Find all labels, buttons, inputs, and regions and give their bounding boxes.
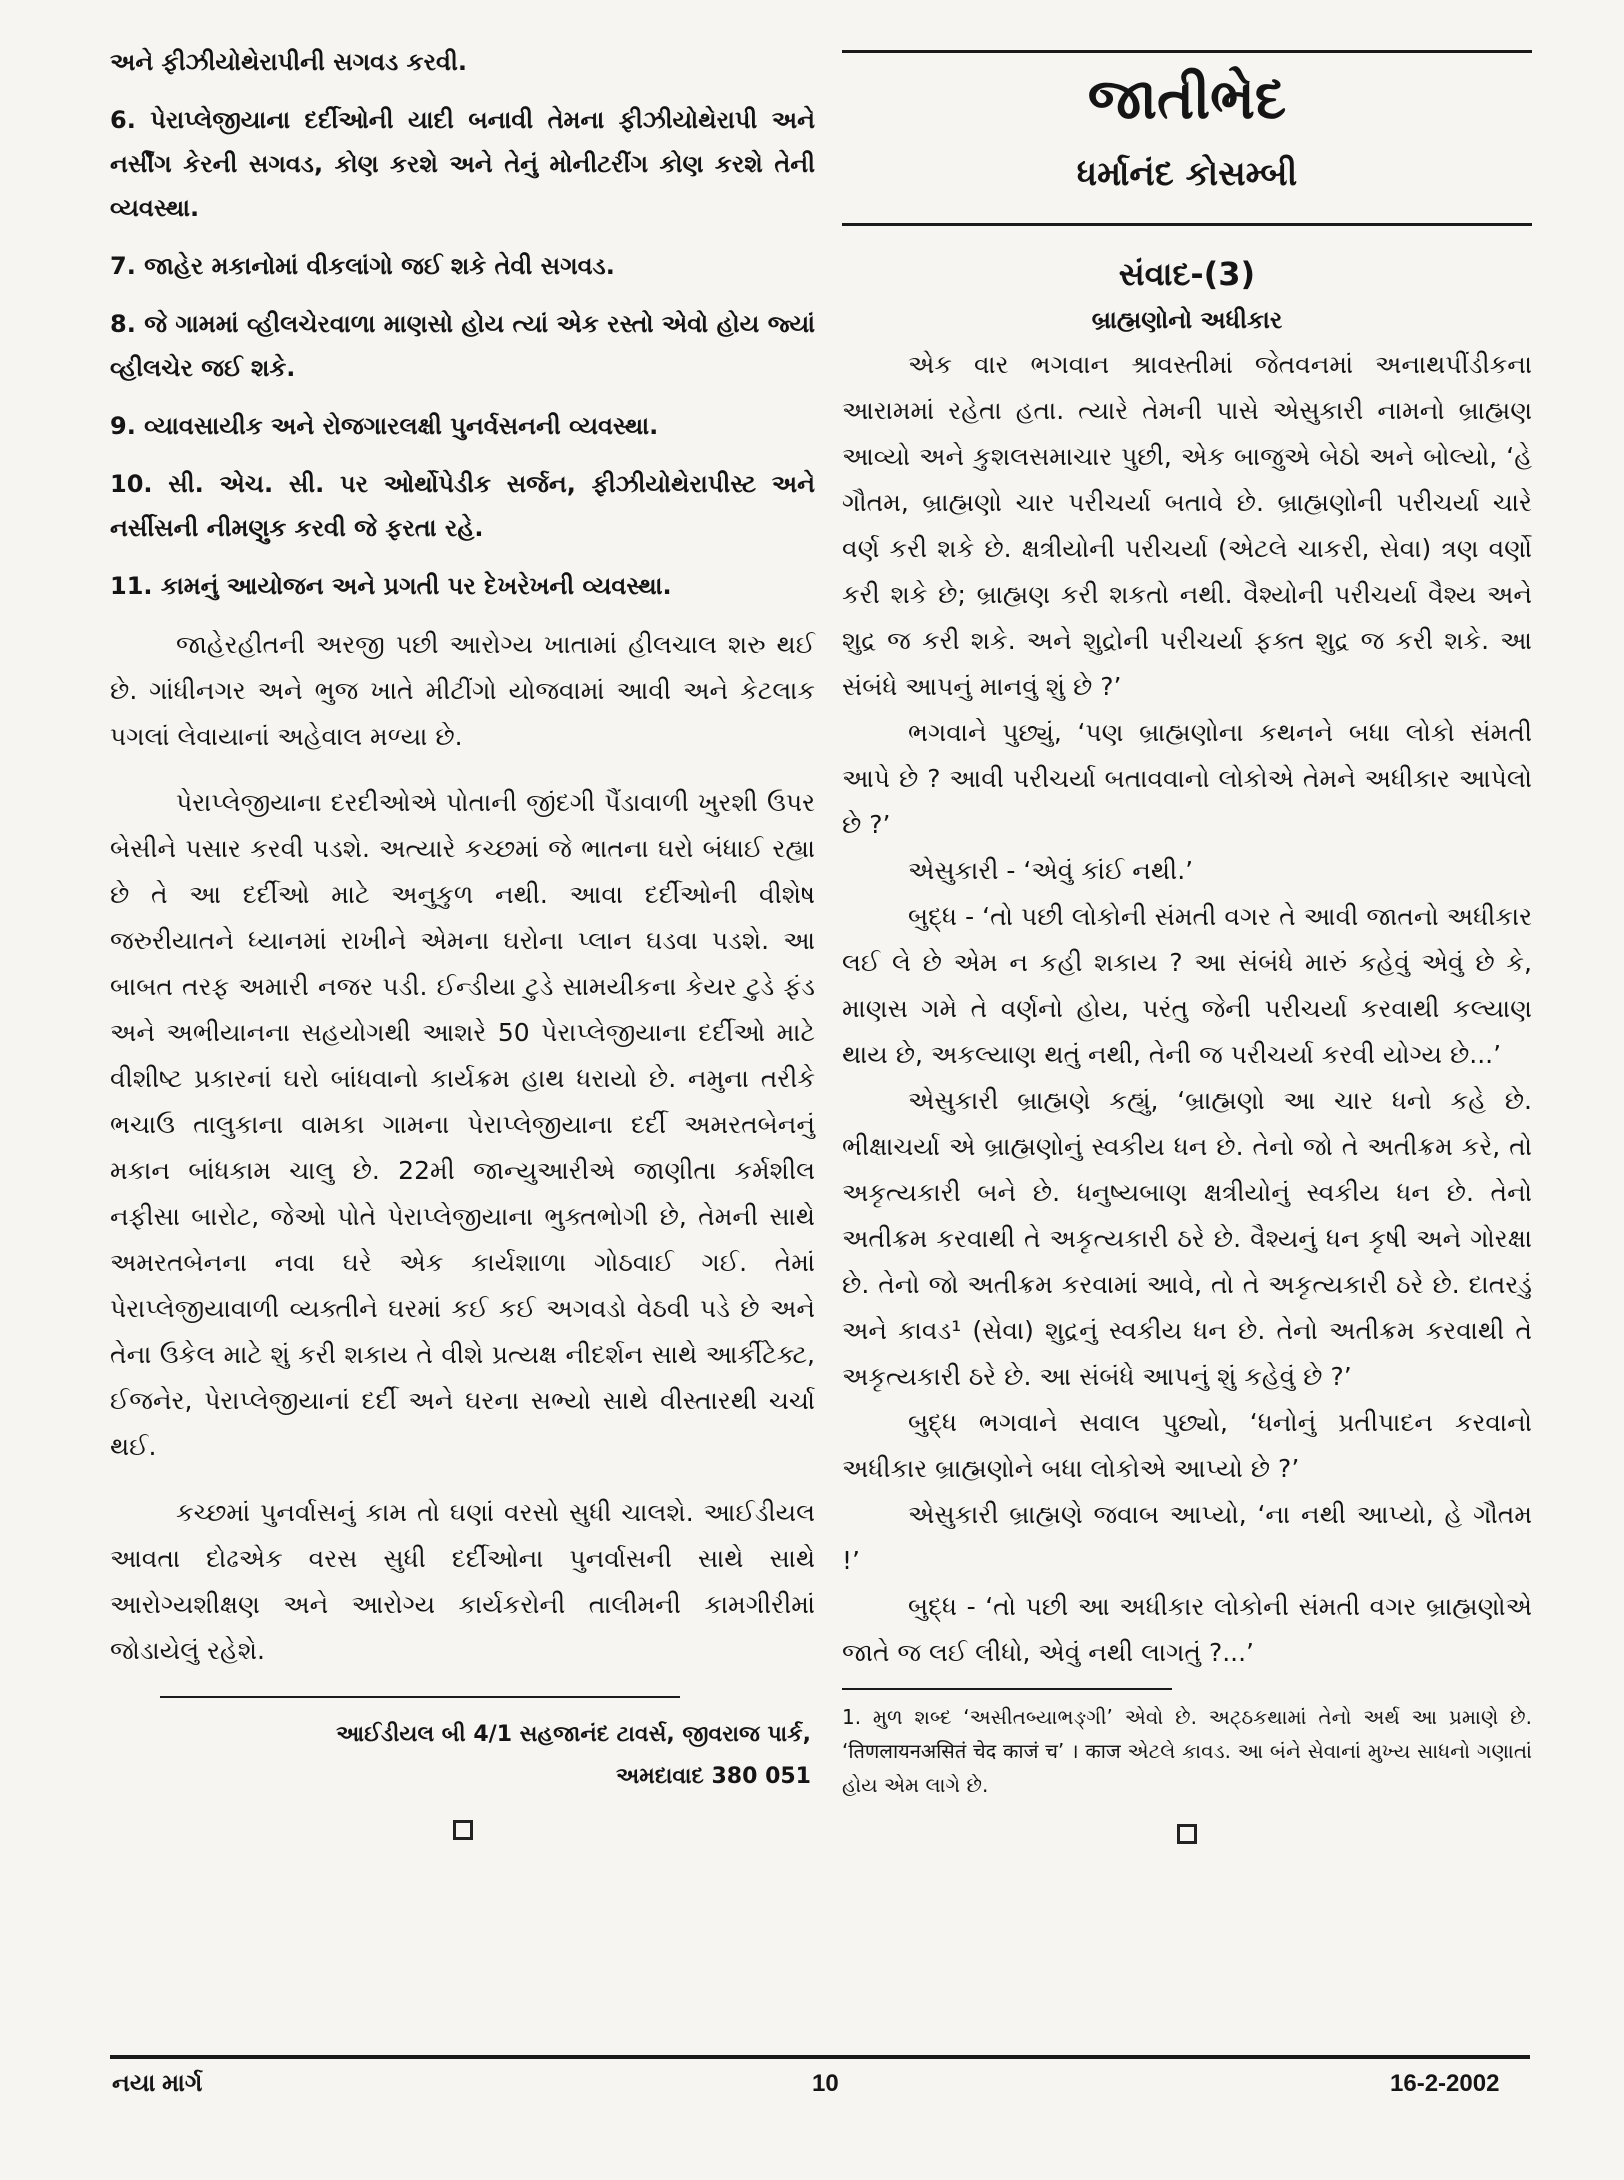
list-item: અને ફીઝીયોથેરાપીની સગવડ કરવી.	[110, 48, 467, 76]
list-item: 6. પેરાપ્લેજીયાના દર્દીઓની યાદી બનાવી તેમના ફીઝીયોથેરાપી અને નર્સીંગ કેરની સગવડ, કોણ કરશે અને તેનું મોનીટરીંગ કોણ કરશે તેની વ્યવસ્થા.	[110, 106, 815, 222]
issue-date: 16-2-2002	[1390, 2070, 1500, 2097]
footnote	[842, 1700, 1532, 1802]
column-masthead: જાતીભેદ	[1087, 67, 1287, 132]
right-column	[842, 40, 1532, 1844]
body-paragraph: એસુકારી - ‘એવું કાંઈ નથી.’	[908, 856, 1194, 885]
footnote-divider	[842, 1688, 1172, 1690]
list-item: 11. કામનું આયોજન અને પ્રગતી પર દેખરેખની વ્યવસ્થા.	[110, 572, 672, 600]
masthead-top-rule	[842, 50, 1532, 53]
list-item: 9. વ્યાવસાયીક અને રોજગારલક્ષી પુનર્વસનની વ્યવસ્થા.	[110, 412, 659, 440]
list-item: 8. જે ગામમાં વ્હીલચેરવાળા માણસો હોય ત્યાં એક રસ્તો એવો હોય જ્યાં વ્હીલચેર જઈ શકે.	[110, 310, 815, 382]
list-item: 7. જાહેર મકાનોમાં વીકલાંગો જઈ શકે તેવી સગવડ.	[110, 252, 615, 280]
body-paragraph: જાહેરહીતની અરજી પછી આરોગ્ય ખાતામાં હીલચાલ શરુ થઈ છે. ગાંધીનગર અને ભુજ ખાતે મીટીંગો યોજવામાં આવી અને કેટલાક પગલાં લેવાયાનાં અહેવાલ મળ્યા છે.	[110, 630, 815, 751]
body-paragraph: એસુકારી બ્રાહ્મણે જવાબ આપ્યો, ‘ના નથી આપ્યો, હે ગૌતમ !’	[842, 1500, 1532, 1575]
left-column	[110, 40, 815, 1840]
footnote-text: 1. મુળ શબ્દ ‘અસીતબ્યાભઙ્ગી’ એવો છે. અટ્ઠકથામાં તેનો અર્થ આ પ્રમાણે છે. ‘तिणलायनअसितं चेद काजं च’ । काज એટલે કાવડ. આ બંને સેવાનાં મુખ્ય સાધનો ગણાતાં હોય એમ લાગે છે.	[842, 1705, 1532, 1797]
page-number: 10	[812, 2070, 839, 2097]
end-mark-icon	[453, 1820, 473, 1840]
body-paragraph: બુદ્ધ - ‘તો પછી લોકોની સંમતી વગર તે આવી જાતનો અધીકાર લઈ લે છે એમ ન કહી શકાય ? આ સંબંધે મારું કહેવું એવું છે કે, માણસ ગમે તે વર્ણનો હોય, પરંતુ જેની પરીચર્યા કરવાથી કલ્યાણ થાય છે, અકલ્યાણ થતું નથી, તેની જ પરીચર્યા કરવી યોગ્ય છે...’	[842, 902, 1532, 1069]
body-paragraph: પેરાપ્લેજીયાના દરદીઓએ પોતાની જીંદગી પૈંડાવાળી ખુરશી ઉપર બેસીને પસાર કરવી પડશે. અત્યારે કચ્છમાં જે ભાતના ઘરો બંધાઈ રહ્યા છે તે આ દર્દીઓ માટે અનુકુળ નથી. આવા દર્દીઓની વીશેષ જરુરીયાતને ધ્યાનમાં રાખીને એમના ઘરોના પ્લાન ઘડવા પડશે. આ બાબત તરફ અમારી નજર પડી. ઈન્ડીયા ટુડે સામયીકના કેયર ટુડે ફંડ અને અભીયાનના સહયોગથી આશરે 50 પેરાપ્લેજીયાના દર્દીઓ માટે વીશીષ્ટ પ્રકારનાં ઘરો બાંધવાનો કાર્યક્રમ હાથ ધરાયો છે. નમુના તરીકે ભચાઉ તાલુકાના વામકા ગામના પેરાપ્લેજીયાના દર્દી અમરતબેનનું મકાન બાંધકામ ચાલુ છે. 22મી જાન્યુઆરીએ જાણીતા કર્મશીલ નફીસા બારોટ, જેઓ પોતે પેરાપ્લેજીયાના ભુક્તભોગી છે, તેમની સાથે અમરતબેનના નવા ઘરે એક કાર્યશાળા ગોઠવાઈ ગઈ. તેમાં પેરાપ્લેજીયાવાળી વ્યક્તીને ઘરમાં કઈ કઈ અગવડો વેઠવી પડે છે અને તેના ઉકેલ માટે શું કરી શકાય તે વીશે પ્રત્યક્ષ નીદર્શન સાથે આર્કીટેક્ટ, ઈજનેર, પેરાપ્લેજીયાનાં દર્દી અને ઘરના સભ્યો સાથે વીસ્તારથી ચર્ચા થઈ.	[110, 788, 815, 1461]
dialogue-body	[842, 342, 1532, 1676]
footer-rule	[110, 2055, 1530, 2059]
address-line: અમદાવાદ 380 051	[616, 1764, 811, 1789]
body-paragraph: એક વાર ભગવાન શ્રાવસ્તીમાં જેતવનમાં અનાથપીંડીકના આરામમાં રહેતા હતા. ત્યારે તેમની પાસે એસુકારી નામનો બ્રાહ્મણ આવ્યો અને કુશલસમાચાર પુછી, એક બાજુએ બેઠો અને બોલ્યો, ‘હે ગૌતમ, બ્રાહ્મણો ચાર પરીચર્યા બતાવે છે. બ્રાહ્મણોની પરીચર્યા ચારે વર્ણ કરી શકે છે. ક્ષત્રીયોની પરીચર્યા (એટલે ચાકરી, સેવા) ત્રણ વર્ણો કરી શકે છે; બ્રાહ્મણ કરી શકતો નથી. વૈશ્યોની પરીચર્યા વૈશ્ય અને શુદ્ર જ કરી શકે. અને શુદ્રોની પરીચર્યા ફક્ત શુદ્ર જ કરી શકે. આ સંબંધે આપનું માનવું શું છે ?’	[842, 350, 1532, 701]
publication-name: નયા માર્ગ	[112, 2070, 203, 2097]
list-item: 10. સી. એચ. સી. પર ઓર્થોપેડીક સર્જન, ફીઝીયોથેરાપીસ્ટ અને નર્સીસની નીમણુક કરવી જે ફરતા રહે.	[110, 470, 815, 542]
masthead-bottom-rule	[842, 223, 1532, 226]
end-mark-icon	[1177, 1824, 1197, 1844]
body-paragraph: ભગવાને પુછ્યું, ‘પણ બ્રાહ્મણોના કથનને બધા લોકો સંમતી આપે છે ? આવી પરીચર્યા બતાવવાનો લોકોએ તેમને અધીકાર આપેલો છે ?’	[842, 718, 1532, 839]
address-line: આઈડીયલ બી 4/1 સહજાનંદ ટાવર્સ, જીવરાજ પાર્ક,	[336, 1722, 811, 1747]
body-paragraph: એસુકારી બ્રાહ્મણે કહ્યું, ‘બ્રાહ્મણો આ ચાર ધનો કહે છે. ભીક્ષાચર્યા એ બ્રાહ્મણોનું સ્વકીય ધન છે. તેનો જો તે અતીક્રમ કરે, તો અકૃત્યકારી બને છે. ધનુષ્યબાણ ક્ષત્રીયોનું સ્વકીય ધન છે. તેનો અતીક્રમ કરવાથી તે અકૃત્યકારી ઠરે છે. વૈશ્યનું ધન કૃષી અને ગોરક્ષા છે. તેનો જો અતીક્રમ કરવામાં આવે, તો તે અકૃત્યકારી ઠરે છે. દાતરડું અને કાવડ¹ (સેવા) શુદ્રનું સ્વકીય ધન છે. તેનો અતીક્રમ કરવાથી તે અકૃત્યકારી ઠરે છે. આ સંબંધે આપનું શું કહેવું છે ?’	[842, 1086, 1532, 1391]
section-subtitle: બ્રાહ્મણોનો અધીકાર	[1091, 306, 1283, 334]
address-divider	[160, 1696, 680, 1698]
author-address	[110, 1714, 815, 1798]
column-author: ધર્માનંદ કોસમ્બી	[1076, 154, 1298, 194]
body-paragraph: બુદ્ધ - ‘તો પછી આ અધીકાર લોકોની સંમતી વગર બ્રાહ્મણોએ જાતે જ લઈ લીધો, એવું નથી લાગતું ?...’	[842, 1592, 1532, 1667]
body-paragraph: બુદ્ધ ભગવાને સવાલ પુછ્યો, ‘ધનોનું પ્રતીપાદન કરવાનો અધીકાર બ્રાહ્મણોને બધા લોકોએ આપ્યો છે ?’	[842, 1408, 1532, 1483]
section-title: સંવાદ-(3)	[1118, 255, 1256, 293]
body-paragraph: કચ્છમાં પુનર્વાસનું કામ તો ઘણાં વરસો સુધી ચાલશે. આઈડીયલ આવતા દોઢએક વરસ સુધી દર્દીઓના પુનર્વાસની સાથે સાથે આરોગ્યશીક્ષણ અને આરોગ્ય કાર્યકરોની તાલીમની કામગીરીમાં જોડાયેલું રહેશે.	[110, 1498, 815, 1665]
